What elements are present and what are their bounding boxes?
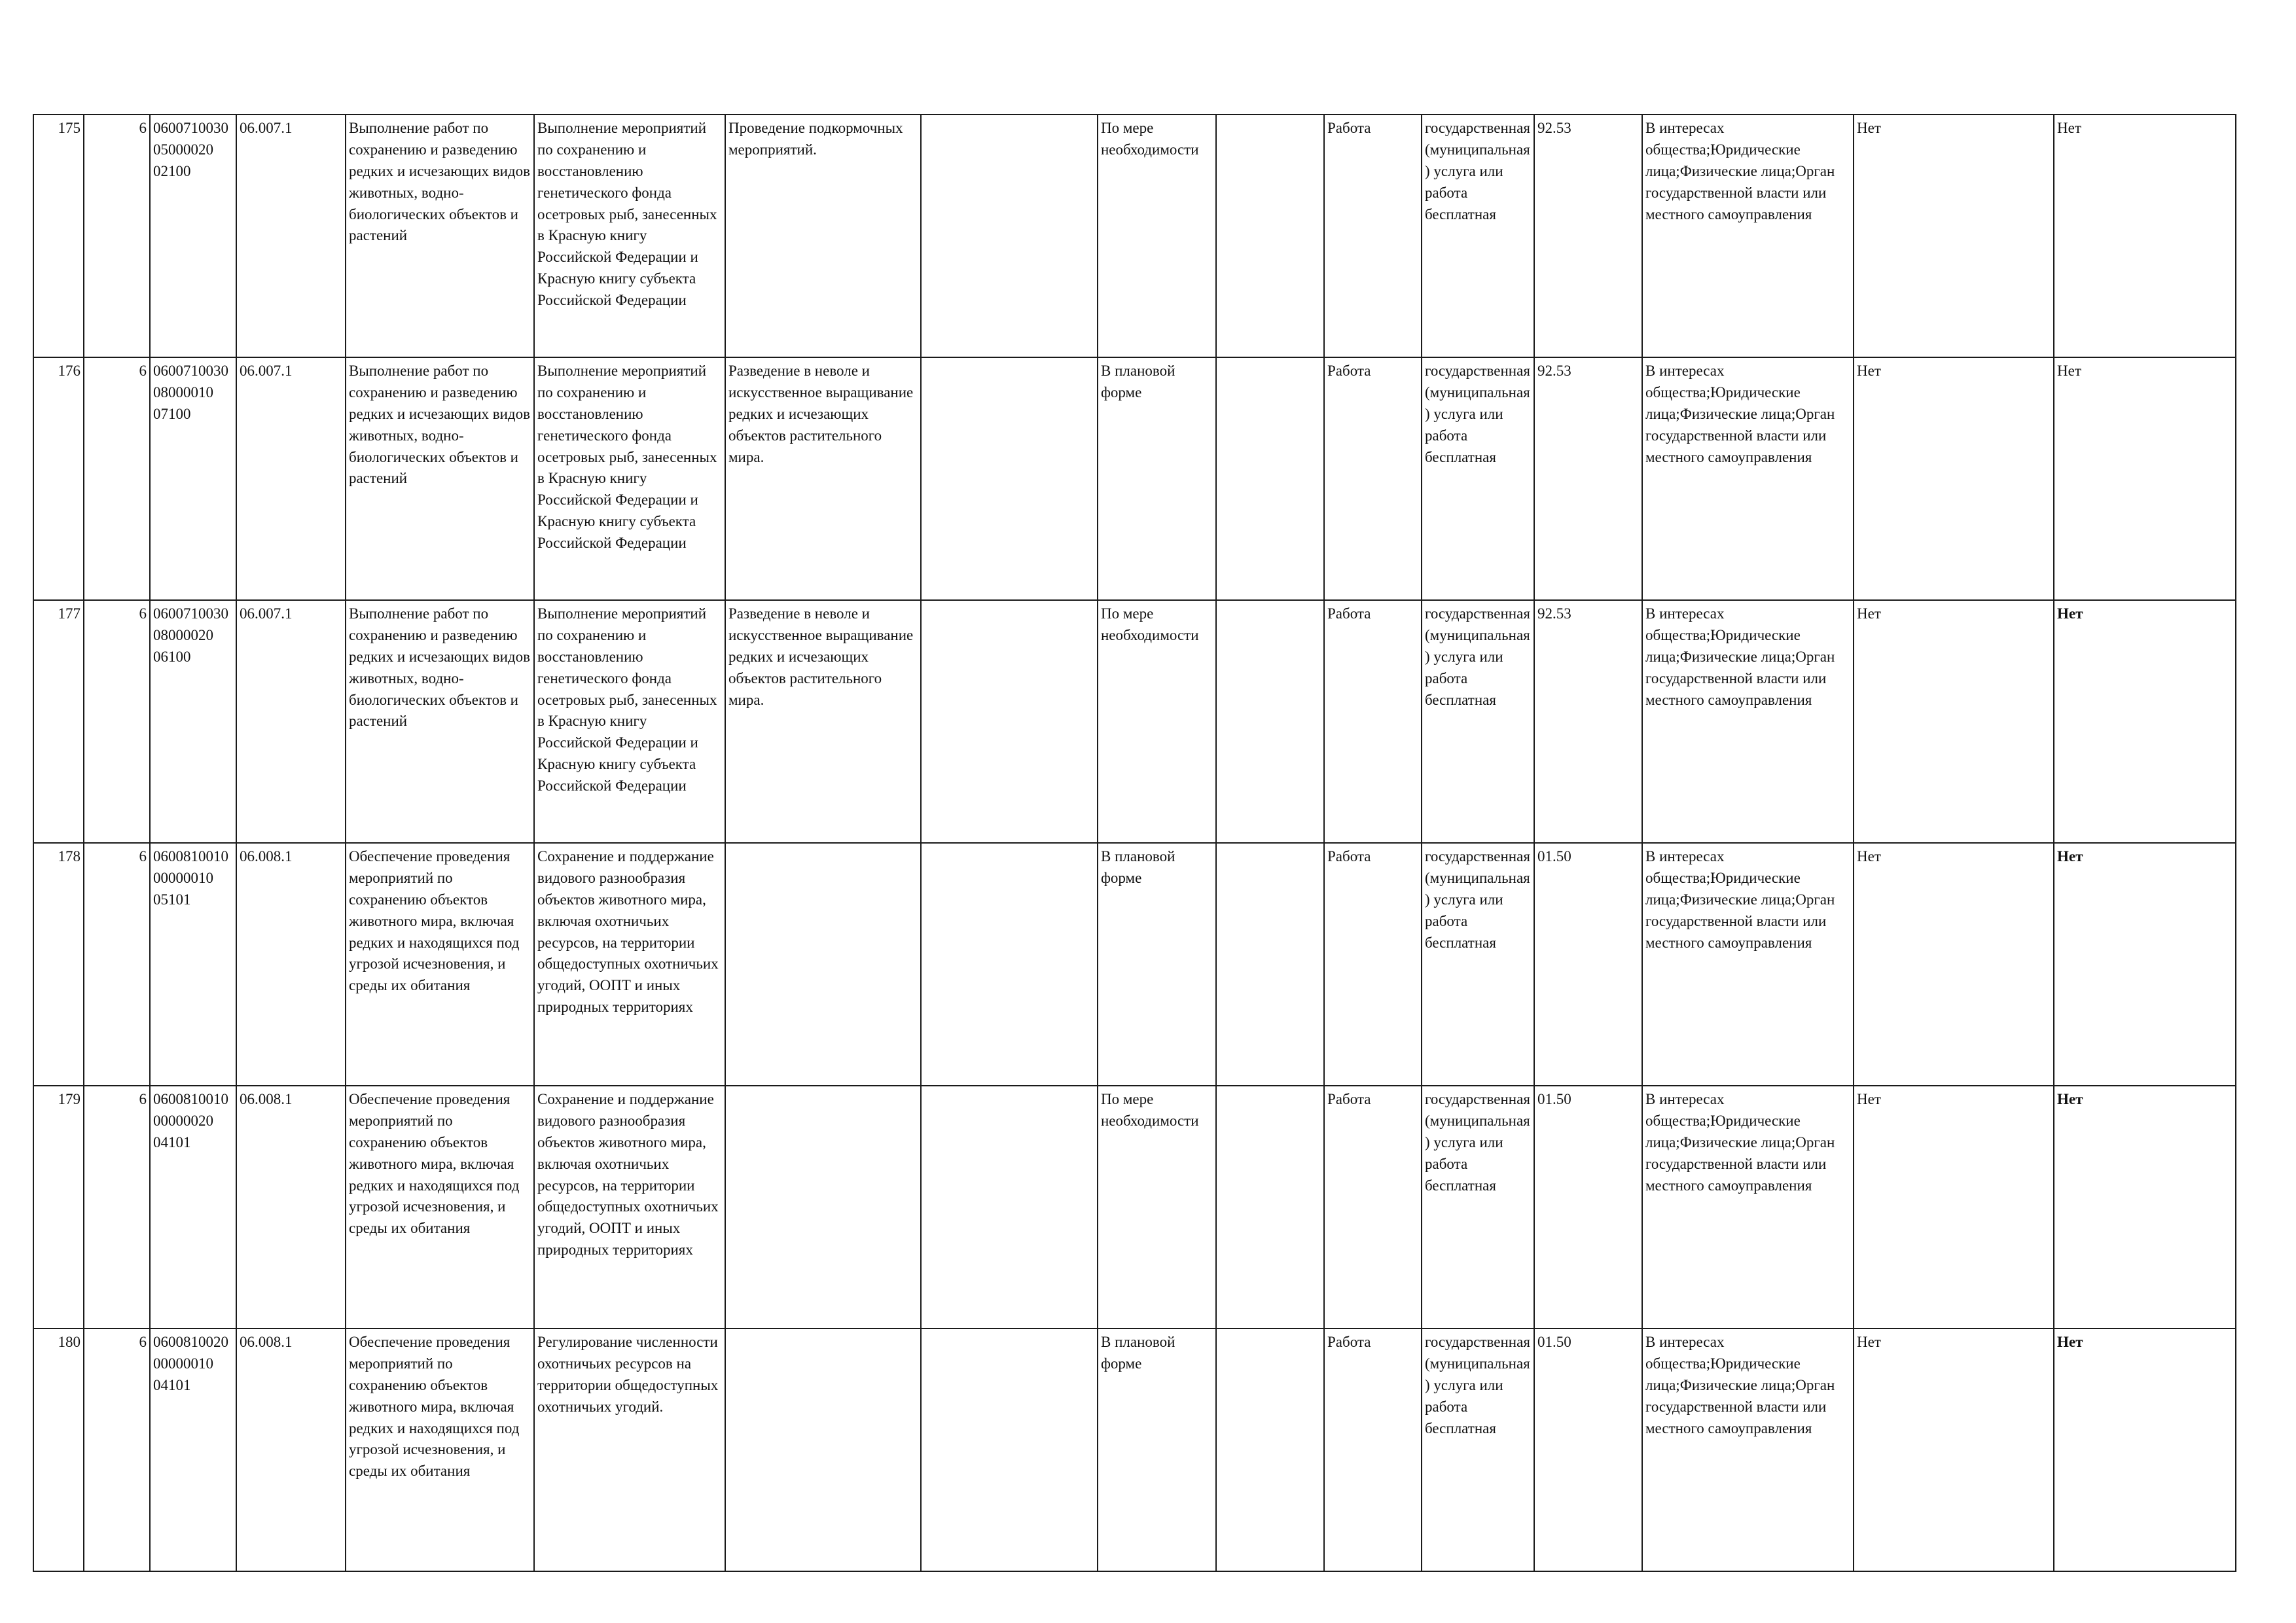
payment-cell: государственная (муниципальная) услуга или работа бесплатная	[1422, 843, 1534, 1086]
table-row	[33, 115, 2236, 357]
service-condition-cell	[725, 1329, 921, 1571]
table-row	[33, 1086, 2236, 1329]
consumers-cell: В интересах общества;Юридические лица;Физические лица;Орган государственной власти или местного самоуправления	[1642, 115, 1854, 357]
consumers-cell: В интересах общества;Юридические лица;Физические лица;Орган государственной власти или местного самоуправления	[1642, 600, 1854, 843]
service-content-cell: Выполнение мероприятий по сохранению и восстановлению генетического фонда осетровых рыб, занесенных в Красную книгу Российской Федерации и Красную книгу субъекта Российской Федерации	[534, 600, 725, 843]
service-name-cell: Выполнение работ по сохранению и разведению редких и исчезающих видов животных, водно-биологических объектов и растений	[346, 600, 534, 843]
service-content-cell: Сохранение и поддержание видового разнообразия объектов животного мира, включая охотничьих ресурсов, на территории общедоступных охотничьих угодий, ООПТ и иных природных территориях	[534, 1086, 725, 1329]
payment-cell: государственная (муниципальная) услуга или работа бесплатная	[1422, 600, 1534, 843]
okved-code-cell: 06.007.1	[236, 600, 346, 843]
provision-form-cell: В плановой форме	[1098, 1329, 1216, 1571]
service-name-cell: Обеспечение проведения мероприятий по сохранению объектов животного мира, включая редких и находящихся под угрозой исчезновения, и среды их обитания	[346, 843, 534, 1086]
level-cell: 6	[84, 115, 150, 357]
registry-code-cell: 060071003005000020 02100	[150, 115, 236, 357]
service-condition-cell	[725, 843, 921, 1086]
extra-cell	[921, 357, 1098, 600]
consumers-cell: В интересах общества;Юридические лица;Физические лица;Орган государственной власти или местного самоуправления	[1642, 357, 1854, 600]
type-cell: Работа	[1324, 1329, 1422, 1571]
flag-cell-1: Нет	[1854, 357, 2054, 600]
okved2-cell: 92.53	[1534, 115, 1642, 357]
table-row	[33, 600, 2236, 843]
service-name-cell: Выполнение работ по сохранению и разведению редких и исчезающих видов животных, водно-биологических объектов и растений	[346, 357, 534, 600]
flag-cell-2: Нет	[2054, 357, 2236, 600]
table-row	[33, 357, 2236, 600]
okved2-cell: 92.53	[1534, 600, 1642, 843]
payment-cell: государственная (муниципальная) услуга или работа бесплатная	[1422, 1329, 1534, 1571]
blank-cell	[1216, 1329, 1324, 1571]
service-condition-cell: Разведение в неволе и искусственное выращивание редких и исчезающих объектов растительного мира.	[725, 357, 921, 600]
blank-cell	[1216, 357, 1324, 600]
level-cell: 6	[84, 357, 150, 600]
registry-code-cell: 060081002000000010 04101	[150, 1329, 236, 1571]
flag-cell-1: Нет	[1854, 115, 2054, 357]
consumers-cell: В интересах общества;Юридические лица;Физические лица;Орган государственной власти или местного самоуправления	[1642, 1086, 1854, 1329]
flag-cell-2: Нет	[2054, 115, 2236, 357]
extra-cell	[921, 1086, 1098, 1329]
payment-cell: государственная (муниципальная) услуга или работа бесплатная	[1422, 1086, 1534, 1329]
okved2-cell: 92.53	[1534, 357, 1642, 600]
level-cell: 6	[84, 843, 150, 1086]
row-number: 176	[33, 357, 84, 600]
flag-cell-1: Нет	[1854, 600, 2054, 843]
registry-code-cell: 060081001000000020 04101	[150, 1086, 236, 1329]
provision-form-cell: В плановой форме	[1098, 843, 1216, 1086]
okved2-cell: 01.50	[1534, 1329, 1642, 1571]
level-cell: 6	[84, 1086, 150, 1329]
flag-cell-2: Нет	[2054, 600, 2236, 843]
okved-code-cell: 06.008.1	[236, 1329, 346, 1571]
registry-code-cell: 060071003008000020 06100	[150, 600, 236, 843]
table-row	[33, 1329, 2236, 1571]
okved2-cell: 01.50	[1534, 1086, 1642, 1329]
service-content-cell: Сохранение и поддержание видового разнообразия объектов животного мира, включая охотничьих ресурсов, на территории общедоступных охотничьих угодий, ООПТ и иных природных территориях	[534, 843, 725, 1086]
okved-code-cell: 06.008.1	[236, 1086, 346, 1329]
registry-code-cell: 060081001000000010 05101	[150, 843, 236, 1086]
row-number: 178	[33, 843, 84, 1086]
document-page	[33, 114, 2235, 1572]
flag-cell-1: Нет	[1854, 1329, 2054, 1571]
flag-cell-1: Нет	[1854, 843, 2054, 1086]
registry-code-cell: 060071003008000010 07100	[150, 357, 236, 600]
level-cell: 6	[84, 1329, 150, 1571]
extra-cell	[921, 115, 1098, 357]
payment-cell: государственная (муниципальная) услуга или работа бесплатная	[1422, 115, 1534, 357]
service-content-cell: Выполнение мероприятий по сохранению и восстановлению генетического фонда осетровых рыб, занесенных в Красную книгу Российской Федерации и Красную книгу субъекта Российской Федерации	[534, 357, 725, 600]
service-name-cell: Выполнение работ по сохранению и разведению редких и исчезающих видов животных, водно-биологических объектов и растений	[346, 115, 534, 357]
payment-cell: государственная (муниципальная) услуга или работа бесплатная	[1422, 357, 1534, 600]
consumers-cell: В интересах общества;Юридические лица;Физические лица;Орган государственной власти или местного самоуправления	[1642, 1329, 1854, 1571]
blank-cell	[1216, 600, 1324, 843]
type-cell: Работа	[1324, 357, 1422, 600]
extra-cell	[921, 600, 1098, 843]
okved-code-cell: 06.007.1	[236, 115, 346, 357]
blank-cell	[1216, 1086, 1324, 1329]
service-content-cell: Регулирование численности охотничьих ресурсов на территории общедоступных охотничьих угодий.	[534, 1329, 725, 1571]
service-name-cell: Обеспечение проведения мероприятий по сохранению объектов животного мира, включая редких и находящихся под угрозой исчезновения, и среды их обитания	[346, 1329, 534, 1571]
row-number: 179	[33, 1086, 84, 1329]
blank-cell	[1216, 843, 1324, 1086]
okved-code-cell: 06.007.1	[236, 357, 346, 600]
service-name-cell: Обеспечение проведения мероприятий по сохранению объектов животного мира, включая редких и находящихся под угрозой исчезновения, и среды их обитания	[346, 1086, 534, 1329]
okved2-cell: 01.50	[1534, 843, 1642, 1086]
flag-cell-2: Нет	[2054, 1086, 2236, 1329]
level-cell: 6	[84, 600, 150, 843]
services-register-table	[33, 114, 2236, 1572]
row-number: 175	[33, 115, 84, 357]
row-number: 180	[33, 1329, 84, 1571]
provision-form-cell: По мере необходимости	[1098, 1086, 1216, 1329]
type-cell: Работа	[1324, 115, 1422, 357]
type-cell: Работа	[1324, 1086, 1422, 1329]
service-condition-cell: Проведение подкормочных мероприятий.	[725, 115, 921, 357]
row-number: 177	[33, 600, 84, 843]
consumers-cell: В интересах общества;Юридические лица;Физические лица;Орган государственной власти или местного самоуправления	[1642, 843, 1854, 1086]
flag-cell-2: Нет	[2054, 843, 2236, 1086]
okved-code-cell: 06.008.1	[236, 843, 346, 1086]
flag-cell-2: Нет	[2054, 1329, 2236, 1571]
extra-cell	[921, 1329, 1098, 1571]
provision-form-cell: По мере необходимости	[1098, 115, 1216, 357]
service-content-cell: Выполнение мероприятий по сохранению и восстановлению генетического фонда осетровых рыб, занесенных в Красную книгу Российской Федерации и Красную книгу субъекта Российской Федерации	[534, 115, 725, 357]
table-row	[33, 843, 2236, 1086]
service-condition-cell: Разведение в неволе и искусственное выращивание редких и исчезающих объектов растительного мира.	[725, 600, 921, 843]
provision-form-cell: В плановой форме	[1098, 357, 1216, 600]
type-cell: Работа	[1324, 843, 1422, 1086]
service-condition-cell	[725, 1086, 921, 1329]
type-cell: Работа	[1324, 600, 1422, 843]
extra-cell	[921, 843, 1098, 1086]
flag-cell-1: Нет	[1854, 1086, 2054, 1329]
provision-form-cell: По мере необходимости	[1098, 600, 1216, 843]
blank-cell	[1216, 115, 1324, 357]
